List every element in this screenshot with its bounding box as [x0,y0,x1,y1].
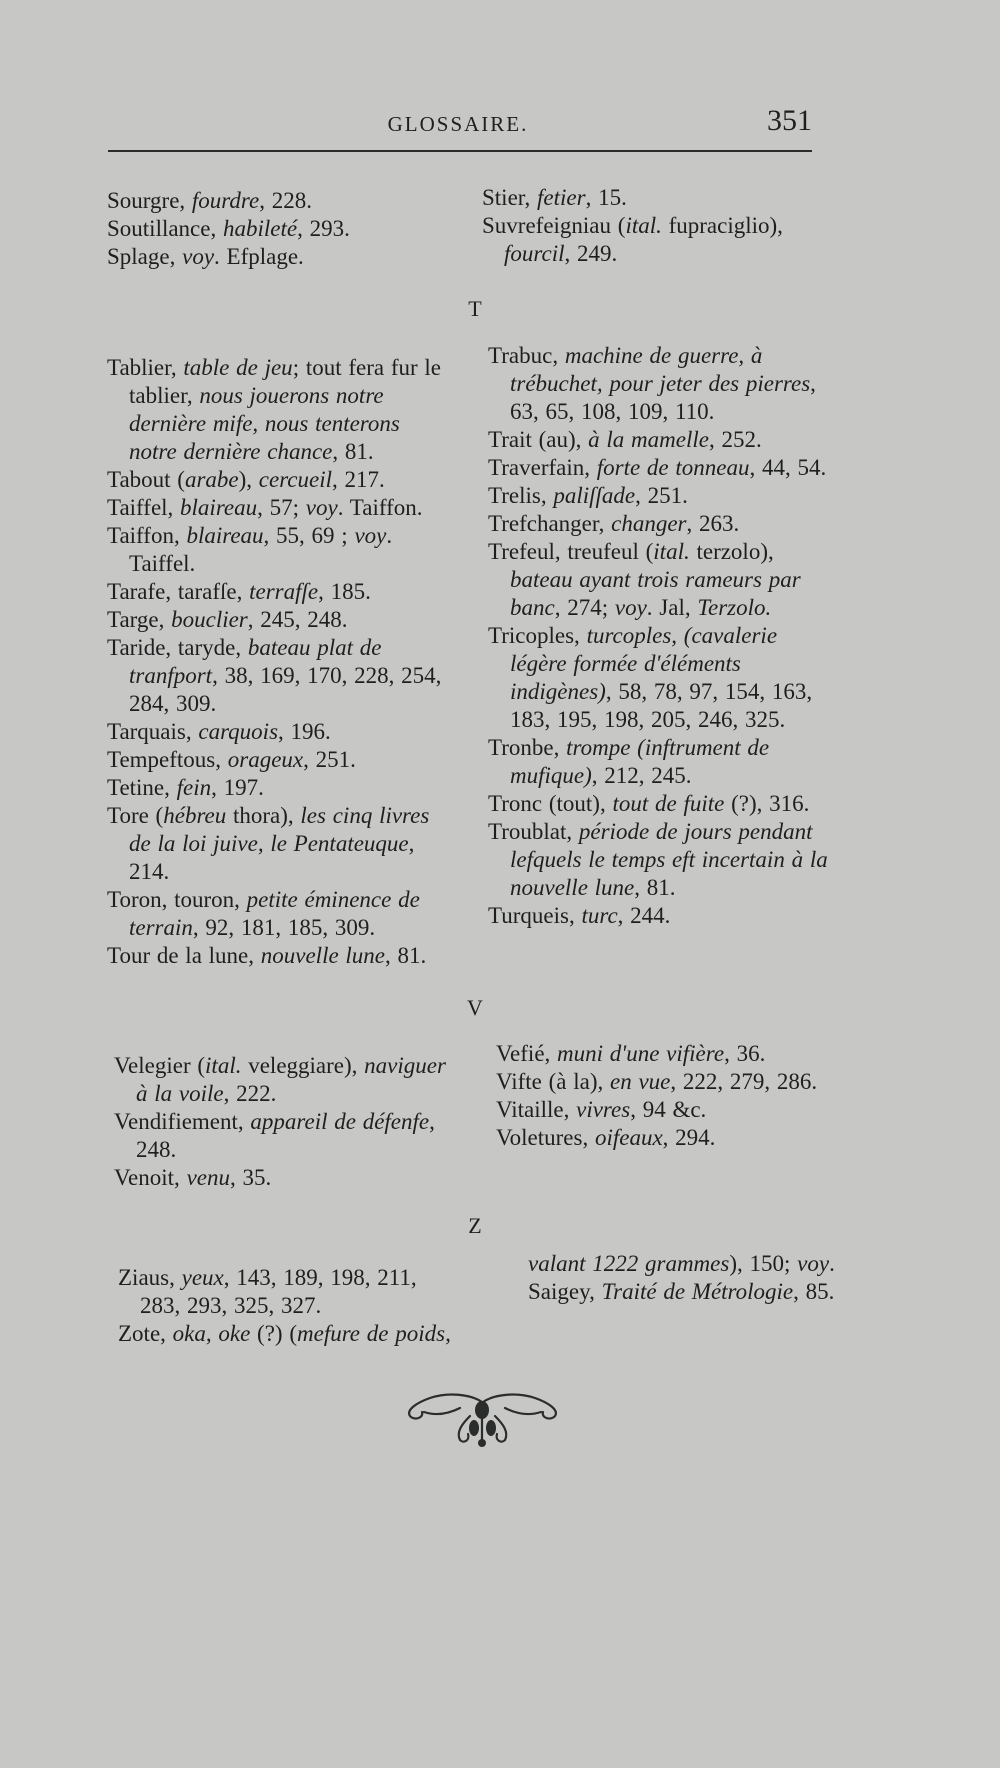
section-z-right-column [528,1250,858,1306]
section-s-right-column [482,184,826,268]
glossary-entry-continued: valant 1222 grammes), 150; voy. Saigey, Traité de Métrologie, 85. [528,1251,835,1304]
glossary-entry: Venoit, venu, 35. [114,1165,272,1190]
glossary-entry: Turqueis, turc, 244. [488,903,671,928]
glossary-entry: Taiffon, blaireau, 55, 69 ; voy. Taiffel. [107,523,393,576]
glossary-entry: Sourgre, fourdre, 228. [107,188,312,213]
glossary-entry: Troublat, période de jours pendant lefquels le temps eft incertain à la nouvelle lune, 81. [488,819,828,900]
glossary-entry: Splage, voy. Efplage. [107,244,304,269]
glossary-entry: Tricoples, turcoples, (cavalerie légère formée d'éléments indigènes), 58, 78, 97, 154, 163, 183, 195, 198, 205, 246, 325. [488,623,813,732]
glossary-entry: Vendifiement, appareil de défenfe, 248. [114,1109,435,1162]
glossary-entry: Tempeftous, orageux, 251. [107,747,356,772]
glossary-entry: Tablier, table de jeu; tout fera fur le tablier, nous jouerons notre dernière mife, nous tenterons notre dernière chance, 81. [107,355,442,464]
glossary-entry: Trefeul, treufeul (ital. terzolo), bateau ayant trois rameurs par banc, 274; voy. Jal, Terzolo. [488,539,801,620]
glossary-entry: Tore (hébreu thora), les cinq livres de la loi juive, le Pentateuque, 214. [107,803,430,884]
glossary-entry: Soutillance, habileté, 293. [107,216,350,241]
glossary-entry: Trait (au), à la mamelle, 252. [488,427,762,452]
header-rule [108,150,812,152]
section-t-left-column [107,354,451,970]
glossary-entry: Voletures, oifeaux, 294. [496,1125,716,1150]
glossary-entry: Trefchanger, changer, 263. [488,511,740,536]
glossary-entry: Taride, taryde, bateau plat de tranfport, 38, 169, 170, 228, 254, 284, 309. [107,635,442,716]
glossary-entry: Ziaus, yeux, 143, 189, 198, 211, 283, 293, 325, 327. [118,1265,417,1318]
glossary-entry: Suvrefeigniau (ital. fupraciglio), fourcil, 249. [482,213,783,266]
glossary-entry: Taiffel, blaireau, 57; voy. Taiffon. [107,495,423,520]
section-t-right-column [488,342,828,930]
page-title: GLOSSAIRE. [387,112,529,136]
section-letter-t: T [468,296,482,321]
glossary-entry: Tronbe, trompe (inftrument de mufique), 212, 245. [488,735,770,788]
glossary-entry: Tarafe, tarafſe, terrafſe, 185. [107,579,371,604]
glossary-entry: Tarquais, carquois, 196. [107,719,331,744]
glossary-entry: Trelis, paliſſade, 251. [488,483,688,508]
section-letter-z: Z [468,1213,482,1238]
glossary-entry: Toron, touron, petite éminence de terrain, 92, 181, 185, 309. [107,887,420,940]
glossary-entry: Zote, oka, oke (?) (mefure de poids, [118,1321,451,1346]
glossary-entry: Vifte (à la), en vue, 222, 279, 286. [496,1069,818,1094]
section-v-right-column [496,1040,856,1152]
page-number: 351 [767,104,812,137]
glossary-entry: Tour de la lune, nouvelle lune, 81. [107,943,427,968]
running-head [104,100,812,144]
glossary-entry: Velegier (ital. veleggiare), naviguer à la voile, 222. [114,1053,446,1106]
section-s-left-column [107,187,451,271]
glossary-entry: Traverfain, forte de tonneau, 44, 54. [488,455,827,480]
glossary-entry: Targe, bouclier, 245, 248. [107,607,348,632]
glossary-entry: Stier, fetier, 15. [482,185,627,210]
section-v-left-column [114,1052,458,1192]
glossary-entry: Vefié, muni d'une vifière, 36. [496,1041,766,1066]
section-letter-v: V [467,995,483,1020]
section-z-left-column [118,1264,462,1348]
glossary-entry: Tabout (arabe), cercueil, 217. [107,467,385,492]
glossary-entry: Trabuc, machine de guerre, à trébuchet, pour jeter des pierres, 63, 65, 108, 109, 110. [488,343,816,424]
glossary-entry: Tetine, fein, 197. [107,775,264,800]
ornament-icon [400,1388,565,1448]
glossary-entry: Vitaille, vivres, 94 &c. [496,1097,707,1122]
glossary-entry: Tronc (tout), tout de fuite (?), 316. [488,791,810,816]
